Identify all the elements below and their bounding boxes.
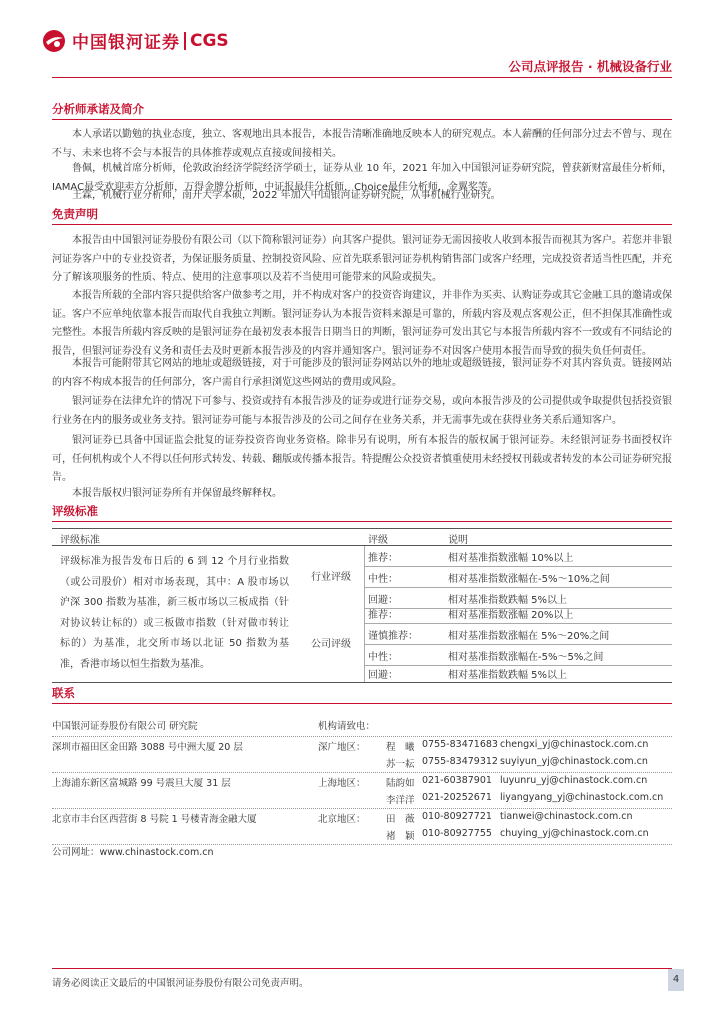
company-website[interactable]: 公司网址：www.chinastock.com.cn (52, 847, 214, 858)
contact-phone: 0755-83471683 (422, 739, 498, 750)
dotted-divider (52, 808, 672, 809)
contact-name: 褚 颖 (386, 831, 415, 842)
company-rating-row (364, 663, 672, 684)
industry-rating-label: 行业评级 (311, 572, 351, 583)
analyst-section-title: 分析师承诺及简介 (52, 100, 672, 120)
contact-email[interactable]: liyangyang_yj@chinastock.com.cn (500, 792, 664, 803)
page-header (0, 0, 724, 80)
logo-chinese-name: 中国银河证券 (72, 33, 180, 53)
rating-level: 推荐： (368, 610, 398, 621)
region-beijing: 北京地区： (318, 814, 366, 825)
office-address-shenzhen: 深圳市福田区金田路 3088 号中洲大厦 20 层 (52, 742, 243, 753)
header-standard: 评级标准 (60, 535, 100, 546)
rating-desc: 相对基准指数涨幅在 5%～20%之间 (448, 631, 610, 642)
disclaimer-paragraph-6: 本报告版权归银河证券所有并保留最终解释权。 (72, 488, 282, 499)
contact-name: 苏一耘 (386, 759, 415, 770)
rating-standard-description: 评级标准为报告发布日后的 6 到 12 个月行业指数（或公司股价）相对市场表现，其中：A 股市场以沪深 300 指数为基准，新三板市场以三板成指（针对协议转让标的）或三板做市指数（针对做市转让标的）为基准，北交所市场以北证 50 指数为基准，香港市场以恒生指数为基准。 (60, 556, 289, 670)
rating-desc: 相对基准指数跌幅 5%以上 (448, 670, 568, 681)
rating-level: 中性： (368, 652, 398, 663)
analyst-commitment: 本人承诺以勤勉的执业态度，独立、客观地出具本报告，本报告清晰准确地反映本人的研究观点。本人薪酬的任何部分过去不曾与、现在不与、未来也将不会与本报告的具体推荐或观点直接或间接相关。 (52, 129, 672, 159)
contact-name: 田 薇 (386, 814, 415, 825)
footer-divider (52, 968, 672, 969)
footer-disclaimer-note: 请务必阅读正文最后的中国银河证券股份有限公司免责声明。 (52, 978, 309, 989)
disclaimer-paragraph-2: 本报告所载的全部内容只提供给客户做参考之用，并不构成对客户的投资咨询建议，并非作为买卖、认购证券或其它金融工具的邀请或保证。客户不应单纯依靠本报告而取代自我独立判断。银河证券认为本报告资料来源是可靠的，所载内容及观点客观公正，但不担保其准确性或完整性。本报告所载内容反映的是银河证券在最初发表本报告日期当日的判断，银河证券可发出其它与本报告所载内容不一致或有不同结论的报告，但银河证券没有义务和责任去及时更新本报告涉及的内容并通知客户。银河证券不对因客户使用本报告而导致的损失负任何责任。 (52, 290, 672, 357)
rating-table-header (52, 528, 672, 546)
contact-email[interactable]: chengxi_yj@chinastock.com.cn (500, 739, 649, 750)
contact-name: 程 曦 (386, 742, 415, 753)
research-institute-name: 中国银河证券股份有限公司 研究院 (52, 721, 198, 732)
rating-section-title: 评级标准 (52, 502, 672, 522)
rating-desc: 相对基准指数跌幅 5%以上 (448, 595, 568, 606)
contact-phone: 0755-83479312 (422, 756, 498, 767)
disclaimer-paragraph-1: 本报告由中国银河证券股份有限公司（以下简称银河证券）向其客户提供。银河证券无需因接收人收到本报告而视其为客户。若您并非银河证券客户中的专业投资者，为保证服务质量、控制投资风险、应首先联系银河证券机构销售部门或客户经理，完成投资者适当性匹配，并充分了解该项服务的性质、特点、使用的注意事项以及若不当使用可能带来的风险或损失。 (52, 235, 672, 283)
company-rating-row (364, 624, 672, 645)
galaxy-logo-icon (42, 29, 66, 53)
dotted-divider (52, 736, 672, 737)
sales-contact-label: 机构请致电： (318, 721, 376, 732)
disclaimer-paragraph-4: 银河证券在法律允许的情况下可参与、投资或持有本报告涉及的证券或进行证券交易，或向本报告涉及的公司提供或争取提供包括投资银行业务在内的服务或业务支持。银河证券可能与本报告涉及的公司之间存在业务关系，并无需事先或在获得业务关系后通知客户。 (52, 396, 672, 426)
contact-phone: 010-80927755 (422, 828, 492, 839)
rating-level: 回避： (368, 670, 398, 681)
header-divider (52, 77, 672, 78)
table-bottom-rule (52, 682, 672, 683)
header-description: 说明 (448, 535, 468, 546)
office-address-beijing: 北京市丰台区西营街 8 号院 1 号楼青海金融大厦 (52, 814, 257, 825)
analyst-bio-wanglin: 王霖，机械行业分析师，南开大学本硕，2022 年加入中国银河证券研究院，从事机械行业研究。 (72, 190, 501, 201)
industry-rating-row (364, 546, 672, 567)
contact-email[interactable]: chuying_yj@chinastock.com.cn (500, 828, 649, 839)
contact-name: 陆韵如 (386, 778, 415, 789)
rating-desc: 相对基准指数涨幅 20%以上 (448, 610, 574, 621)
disclaimer-paragraph-5: 银河证券已具备中国证监会批复的证券投资咨询业务资格。除非另有说明，所有本报告的版权属于银河证券。未经银河证券书面授权许可，任何机构或个人不得以任何形式转发、转载、翻版或传播本报告。特提醒公众投资者慎重使用未经授权刊载或者转发的本公司证券研究报告。 (52, 435, 672, 483)
contact-email[interactable]: suyiyun_yj@chinastock.com.cn (500, 756, 648, 767)
contact-email[interactable]: tianwei@chinastock.com.cn (500, 811, 633, 822)
contact-phone: 021-60387901 (422, 775, 492, 786)
dotted-divider (52, 772, 672, 773)
industry-rating-row (364, 567, 672, 588)
rating-level: 推荐： (368, 553, 398, 564)
region-shenzhen: 深广地区： (318, 742, 366, 753)
contact-phone: 021-20252671 (422, 792, 492, 803)
contact-section-title: 联系 (52, 684, 672, 704)
page-number: 4 (668, 969, 684, 991)
region-shanghai: 上海地区： (318, 778, 366, 789)
logo-divider (184, 32, 186, 50)
disclaimer-paragraph-3: 本报告可能附带其它网站的地址或超级链接，对于可能涉及的银河证券网站以外的地址或超级链接，银河证券不对其内容负责。链接网站的内容不构成本报告的任何部分，客户需自行承担浏览这些网站的费用或风险。 (52, 358, 672, 388)
logo-english-name: CGS (190, 30, 229, 51)
analyst-bio-lupei: 鲁佩，机械首席分析师，伦敦政治经济学院经济学硕士，证券从业 10 年，2021 年加入中国银河证券研究院，曾获新财富最佳分析师，IAMAC最受欢迎卖方分析师，万得金牌分析师，中证报最佳分析师，Choice最佳分析师，金翼奖等。 (52, 163, 672, 193)
company-logo (42, 28, 229, 53)
contact-name: 李洋洋 (386, 795, 415, 806)
disclaimer-section-title: 免责声明 (52, 205, 672, 225)
company-rating-row (364, 603, 672, 624)
rating-level: 中性： (368, 574, 398, 585)
company-rating-label: 公司评级 (311, 639, 351, 650)
contact-phone: 010-80927721 (422, 811, 492, 822)
rating-level: 回避： (368, 595, 398, 606)
rating-desc: 相对基准指数涨幅在-5%～10%之间 (448, 574, 610, 585)
rating-desc: 相对基准指数涨幅 10%以上 (448, 553, 574, 564)
rating-level: 谨慎推荐： (368, 631, 418, 642)
header-level: 评级 (368, 535, 388, 546)
rating-desc: 相对基准指数涨幅在-5%～5%之间 (448, 652, 604, 663)
rating-table (52, 528, 672, 684)
contact-email[interactable]: luyunru_yj@chinastock.com.cn (500, 775, 648, 786)
report-type: 公司点评报告 · 机械设备行业 (508, 59, 672, 74)
office-address-shanghai: 上海浦东新区富城路 99 号震旦大厦 31 层 (52, 778, 231, 789)
